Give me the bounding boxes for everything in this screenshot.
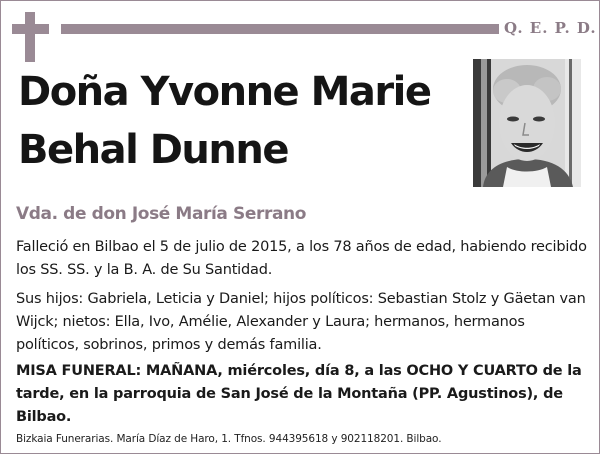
- cross-icon-horizontal: [12, 24, 49, 34]
- funeral-home-footer: Bizkaia Funerarias. María Díaz de Haro, 1. Tfnos. 944395618 y 902118201. Bilbao.: [16, 433, 442, 445]
- deceased-name: Doña Yvonne Marie Behal Dunne: [18, 69, 431, 173]
- portrait-photo: [473, 59, 581, 187]
- portrait-image: [473, 59, 581, 187]
- family-text: Sus hijos: Gabriela, Leticia y Daniel; hijos políticos: Sebastian Stolz y Gäetan van Wijck; nietos: Ella, Ivo, Amélie, Alexander y Laura; hermanos, hermanos políticos, sobrinos, primos y demás familia.: [16, 291, 586, 353]
- death-notice-text: Falleció en Bilbao el 5 de julio de 2015, a los 78 años de edad, habiendo recibido los SS. SS. y la B. A. de Su Santidad.: [16, 239, 587, 278]
- widow-of-line: Vda. de don José María Serrano: [16, 204, 307, 224]
- qepd-label: Q. E. P. D.: [504, 19, 597, 37]
- funeral-mass-text: MISA FUNERAL: MAÑANA, miércoles, día 8, a las OCHO Y CUARTO de la tarde, en la parroquia de San José de la Montaña (PP. Agustinos), de Bilbao.: [16, 363, 582, 425]
- cross-icon-vertical: [25, 12, 35, 62]
- header-bar: [61, 24, 499, 34]
